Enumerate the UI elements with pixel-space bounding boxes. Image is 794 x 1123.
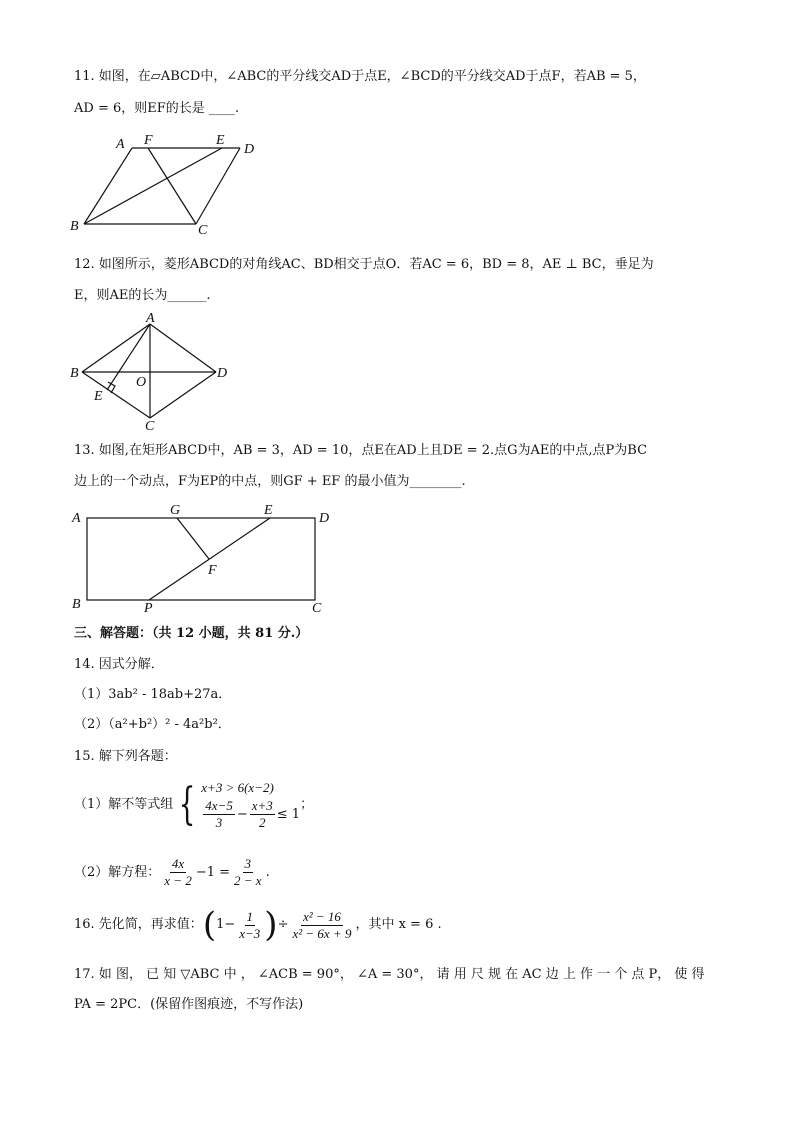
q13-label-B: B: [72, 597, 81, 612]
fraction-4x-5: [203, 798, 235, 831]
q12-label-B: B: [70, 366, 79, 381]
q11-line2: AD = 6，则EF的长是 ____.: [74, 101, 240, 116]
q13-label-C: C: [312, 601, 322, 616]
q15-part1-end: ；: [300, 796, 314, 812]
q13-line1: 13. 如图,在矩形ABCD中，AB = 3，AD = 10，点E在AD上且DE = 2.点G为AE的中点,点P为BC: [74, 443, 648, 458]
q13-label-F: F: [208, 563, 217, 578]
q13-label-A: A: [72, 511, 81, 526]
right-paren-icon: ): [264, 905, 278, 945]
fraction-numerator: 3: [244, 856, 252, 871]
q11-label-A: A: [116, 137, 125, 152]
q17-line2: PA = 2PC．(保留作图痕迹，不写作法): [74, 997, 304, 1012]
fraction-denominator: 3: [215, 815, 223, 830]
q11-label-E: E: [216, 133, 225, 148]
fraction-4x: [162, 856, 194, 889]
section-heading: 三、解答题：（共 12 小题，共 81 分.）: [74, 626, 309, 641]
q15-part2: [74, 856, 270, 889]
fraction-numerator: 4x−5: [205, 798, 233, 813]
q13-figure: [60, 498, 350, 618]
fraction-x2-16: [290, 909, 353, 942]
q11-label-D: D: [244, 142, 255, 157]
fraction-1-over-x-3: [237, 909, 262, 942]
q13-label-P: P: [144, 601, 153, 616]
brace-icon: {: [178, 778, 196, 830]
q17-line1: 17. 如 图， 已 知 ▽ABC 中 ， ∠ACB = 90°， ∠A = 30°， 请 用 尺 规 在 AC 边 上 作 一 个 点 P， 使 得: [74, 967, 705, 982]
q12-line1: 12. 如图所示，菱形ABCD的对角线AC、BD相交于点O．若AC = 6，BD = 8，AE ⊥ BC，垂足为: [74, 257, 654, 272]
fraction-numerator: 4x: [171, 856, 185, 871]
fraction-denominator: x−3: [239, 925, 261, 941]
fraction-denominator: 2: [259, 815, 266, 830]
fraction-x+3: [250, 798, 275, 831]
q13-label-E: E: [264, 503, 273, 518]
q13-label-G: G: [170, 503, 181, 518]
one-minus: 1−: [216, 917, 236, 932]
left-paren-icon: (: [202, 905, 217, 945]
fraction-numerator: x+3: [251, 798, 273, 813]
q16-label: 16. 先化简，再求值：: [74, 917, 203, 932]
inequality-row2: [201, 798, 300, 831]
q14-part1: （1）3ab² - 18ab+27a．: [74, 687, 232, 702]
q12-label-C: C: [145, 419, 155, 433]
q16-tail: ，其中 x = 6 .: [355, 917, 442, 932]
division-sign: ÷: [277, 917, 289, 932]
q11-label-C: C: [198, 223, 208, 236]
fraction-3: [232, 856, 264, 889]
q15-part2-label: （2）解方程：: [74, 864, 161, 880]
fraction-denominator: x − 2: [164, 873, 192, 888]
q16: [74, 905, 442, 945]
q13-label-D: D: [319, 511, 330, 526]
fraction-denominator: x² − 6x + 9: [292, 925, 352, 941]
q15-title: 15. 解下列各题：: [74, 749, 177, 764]
q14-part2: （2）（a²+b²）² - 4a²b²．: [74, 717, 231, 732]
q11-label-F: F: [144, 133, 153, 148]
q15-part1: [74, 778, 313, 831]
q15-part1-label: （1）解不等式组: [74, 796, 174, 812]
fraction-numerator: 1: [246, 908, 254, 924]
q12-label-A: A: [146, 311, 155, 326]
inequality-row1: x+3 > 6(x−2): [201, 780, 274, 795]
q11-label-B: B: [70, 219, 79, 234]
minus-sign: −: [236, 806, 248, 822]
q13-line2: 边上的一个动点，F为EP的中点，则GF + EF 的最小值为________.: [74, 474, 466, 489]
q12-figure: [60, 308, 240, 433]
fraction-denominator: 2 − x: [234, 873, 262, 888]
q12-line2: E，则AE的长为______.: [74, 288, 211, 303]
q14-title: 14. 因式分解．: [74, 657, 164, 672]
q15-part2-end: .: [265, 864, 270, 880]
q12-label-O: O: [136, 375, 147, 390]
equation-middle: −1 =: [195, 864, 231, 880]
fraction-numerator: x² − 16: [302, 908, 341, 924]
q12-label-E: E: [94, 389, 103, 404]
q11-line1: 11. 如图，在▱ABCD中，∠ABC的平分线交AD于点E，∠BCD的平分线交AD于点F，若AB = 5，: [74, 69, 646, 84]
q12-label-D: D: [217, 366, 228, 381]
q11-figure: [60, 128, 280, 236]
le-sign: ≤ 1: [276, 806, 301, 822]
inequality-system: [201, 778, 300, 831]
